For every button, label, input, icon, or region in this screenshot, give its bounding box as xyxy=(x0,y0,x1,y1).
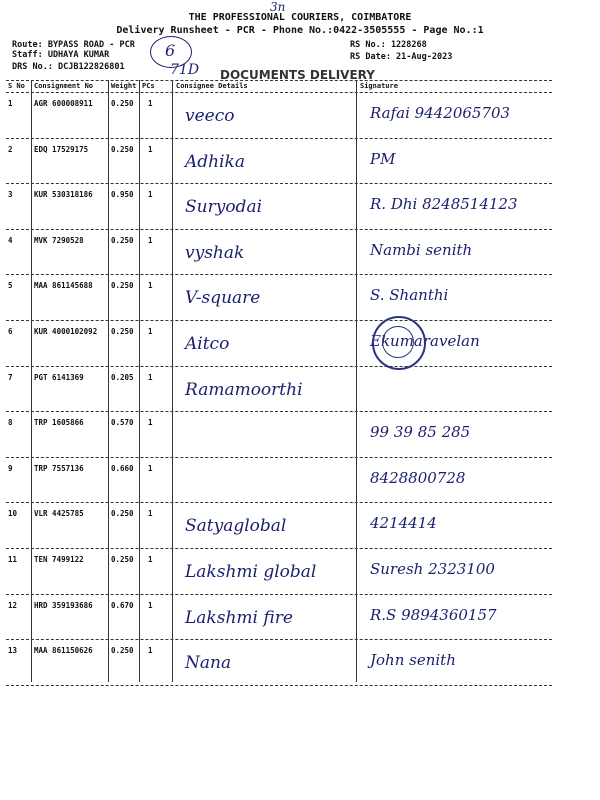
circled-mark-text: 6 xyxy=(165,41,176,60)
row-separator xyxy=(6,457,552,458)
row-consignee-handwritten: Aitco xyxy=(185,334,230,354)
row-signature: Ekumaravelan xyxy=(370,332,480,350)
row-sno: 2 xyxy=(8,144,13,154)
row-separator xyxy=(6,411,552,412)
document-title: THE PROFESSIONAL COURIERS, COIMBATORE xyxy=(188,12,412,23)
row-signature: PM xyxy=(370,149,396,168)
row-consignee-handwritten: Lakshmi global xyxy=(185,562,317,582)
col-consignee: Consignee Details xyxy=(176,82,248,90)
drs-number: DRS No.: DCJB122826801 xyxy=(12,62,125,72)
row-separator xyxy=(6,274,552,275)
row-consignment: TRP 7557136 xyxy=(34,463,84,473)
row-signature: 4214414 xyxy=(370,514,437,533)
row-separator xyxy=(6,548,552,549)
col-signature: Signature xyxy=(360,82,398,90)
row-consignment: TRP 1605866 xyxy=(34,418,84,428)
row-separator xyxy=(6,502,552,503)
row-consignee-handwritten: veeco xyxy=(185,106,235,126)
row-consignment: VLR 4425785 xyxy=(34,509,84,519)
row-consignment: KUR 4000102092 xyxy=(34,327,98,336)
row-signature: R. Dhi 8248514123 xyxy=(370,195,518,214)
row-weight: 0.250 xyxy=(111,235,134,245)
row-separator xyxy=(6,639,552,640)
row-consignee-handwritten: Ramamoorthi xyxy=(185,379,303,400)
col-weight: Weight xyxy=(111,82,137,90)
row-weight: 0.250 xyxy=(111,646,134,656)
row-consignment: MAA 861150626 xyxy=(34,646,93,656)
col-divider xyxy=(356,80,357,682)
row-consignment: HRD 359193686 xyxy=(34,600,93,610)
col-divider xyxy=(108,80,109,682)
row-consignment: MAA 861145688 xyxy=(34,281,93,291)
row-pcs: 1 xyxy=(148,646,153,656)
row-signature: Nambi senith xyxy=(370,240,473,259)
row-weight: 0.250 xyxy=(111,144,134,154)
row-weight: 0.660 xyxy=(111,463,134,473)
row-signature: 99 39 85 285 xyxy=(370,423,471,442)
row-separator xyxy=(6,366,552,367)
header-rule-top xyxy=(6,80,552,81)
row-sno: 6 xyxy=(8,327,13,336)
row-pcs: 1 xyxy=(148,281,153,291)
row-consignee-handwritten: vyshak xyxy=(185,242,245,263)
row-separator xyxy=(6,183,552,184)
row-pcs: 1 xyxy=(148,190,153,200)
col-consignment: Consignment No xyxy=(34,82,94,90)
staff-label: Staff: UDHAYA KUMAR xyxy=(12,50,110,60)
row-sno: 13 xyxy=(8,646,18,656)
row-consignee-handwritten: Nana xyxy=(185,653,232,674)
row-pcs: 1 xyxy=(148,509,153,519)
row-sno: 7 xyxy=(8,372,13,382)
row-weight: 0.250 xyxy=(111,99,134,108)
row-weight: 0.250 xyxy=(111,327,134,336)
row-sno: 11 xyxy=(8,555,18,564)
row-sno: 12 xyxy=(8,600,18,610)
row-pcs: 1 xyxy=(148,600,153,610)
route-label: Route: BYPASS ROAD - PCR xyxy=(12,40,135,50)
row-signature: Suresh 2323100 xyxy=(370,560,495,578)
row-signature: S. Shanthi xyxy=(370,286,449,305)
row-separator xyxy=(6,685,552,686)
row-sno: 9 xyxy=(8,463,13,473)
col-divider xyxy=(139,80,140,682)
row-separator xyxy=(6,320,552,321)
row-consignee-handwritten: Satyaglobal xyxy=(185,516,287,537)
row-sno: 8 xyxy=(8,418,13,428)
rs-date: RS Date: 21-Aug-2023 xyxy=(350,52,453,62)
row-sno: 3 xyxy=(8,190,13,200)
row-pcs: 1 xyxy=(148,99,153,108)
row-separator xyxy=(6,229,552,230)
row-pcs: 1 xyxy=(148,463,153,473)
col-sno: S No xyxy=(8,82,25,90)
row-weight: 0.570 xyxy=(111,418,134,428)
row-pcs: 1 xyxy=(148,555,153,564)
row-weight: 0.250 xyxy=(111,555,134,564)
row-consignee-handwritten: Lakshmi fire xyxy=(185,607,293,628)
row-consignee-handwritten: Adhika xyxy=(185,151,245,172)
col-divider xyxy=(172,80,173,682)
header-rule-bottom xyxy=(6,92,552,93)
row-signature: John senith xyxy=(370,651,456,670)
row-separator xyxy=(6,594,552,595)
row-weight: 0.250 xyxy=(111,281,134,291)
row-pcs: 1 xyxy=(148,235,153,245)
top-handwritten-mark: 3n xyxy=(270,0,286,14)
row-weight: 0.670 xyxy=(111,600,134,610)
row-separator xyxy=(6,138,552,139)
row-weight: 0.250 xyxy=(111,509,134,519)
row-consignment: KUR 530318186 xyxy=(34,190,93,200)
row-signature: R.S 9894360157 xyxy=(370,605,497,624)
row-consignment: TEN 7499122 xyxy=(34,555,84,564)
company-stamp xyxy=(372,316,426,370)
row-pcs: 1 xyxy=(148,144,153,154)
row-consignment: EDQ 17529175 xyxy=(34,144,89,154)
row-consignee-handwritten: Suryodai xyxy=(185,197,263,218)
col-pcs: PCs xyxy=(142,82,155,90)
row-signature: 8428800728 xyxy=(370,468,466,487)
row-consignment: AGR 600008911 xyxy=(34,99,93,108)
row-consignee-handwritten: V-square xyxy=(185,288,261,309)
row-sno: 10 xyxy=(8,509,18,519)
handwritten-count: 71D xyxy=(170,62,200,78)
row-sno: 1 xyxy=(8,99,13,108)
document-subtitle: Delivery Runsheet - PCR - Phone No.:0422-3505555 - Page No.:1 xyxy=(116,25,484,36)
row-weight: 0.205 xyxy=(111,372,134,382)
row-consignment: MVK 7290528 xyxy=(34,235,84,245)
row-pcs: 1 xyxy=(148,327,153,336)
row-sno: 5 xyxy=(8,281,13,291)
row-pcs: 1 xyxy=(148,372,153,382)
documents-delivery-banner: DOCUMENTS DELIVERY xyxy=(220,68,375,82)
row-sno: 4 xyxy=(8,235,13,245)
row-signature: Rafai 9442065703 xyxy=(370,104,511,122)
row-consignment: PGT 6141369 xyxy=(34,372,84,382)
col-divider xyxy=(31,80,32,682)
row-pcs: 1 xyxy=(148,418,153,428)
row-weight: 0.950 xyxy=(111,190,134,200)
rs-number: RS No.: 1228268 xyxy=(350,40,427,50)
